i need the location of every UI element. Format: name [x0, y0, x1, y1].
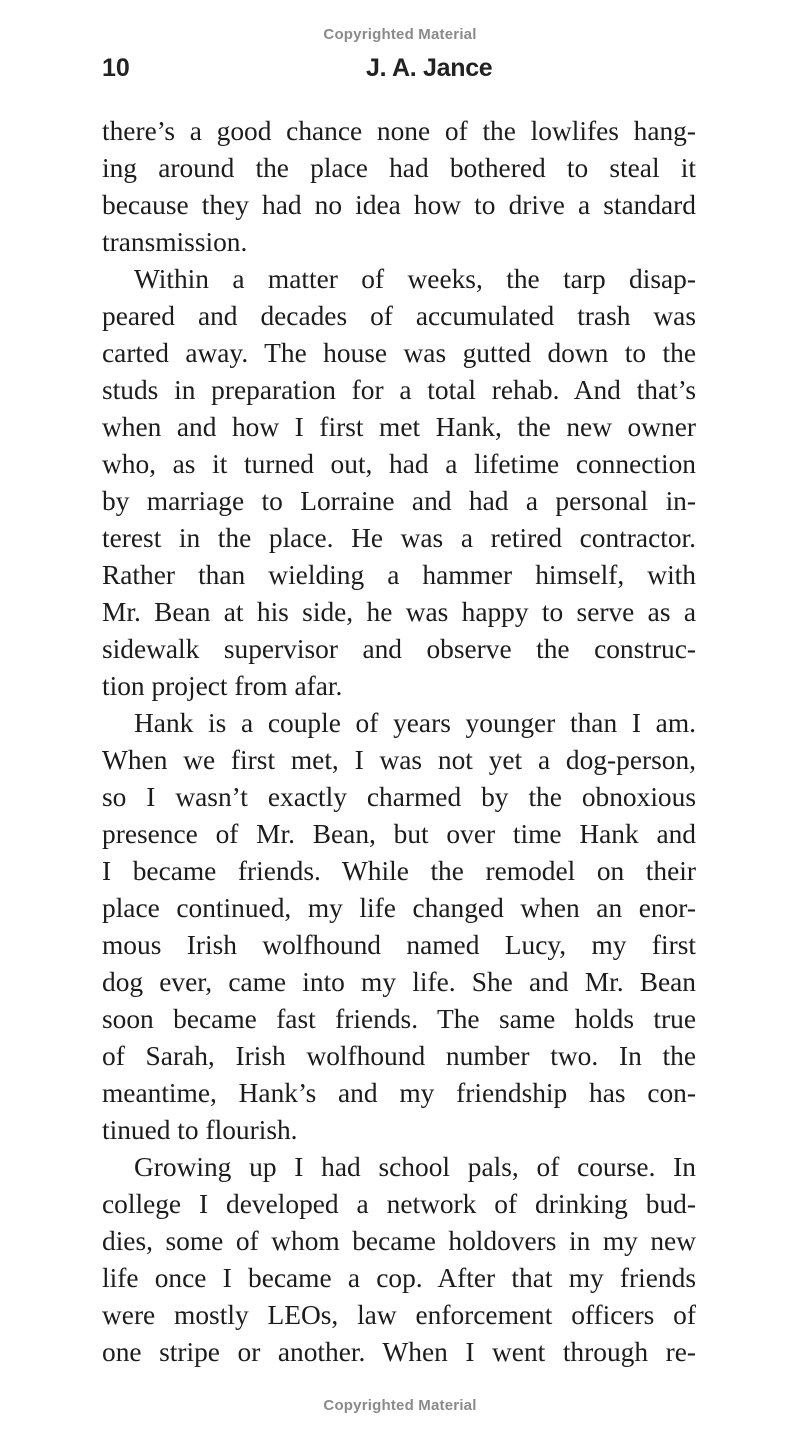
text-line: dies, some of whom became holdovers in my new [102, 1226, 696, 1256]
copyright-watermark-bottom: Copyrighted Material [323, 1397, 477, 1414]
text-line: life once I became a cop. After that my friends [102, 1263, 696, 1293]
text-line: When we first met, I was not yet a dog-person, [102, 745, 696, 775]
body-text [102, 113, 696, 1371]
text-line: meantime, Hank’s and my friendship has con- [102, 1078, 696, 1108]
text-line: there’s a good chance none of the lowlifes hang- [102, 116, 696, 146]
text-line: sidewalk supervisor and observe the construc- [102, 634, 696, 664]
author-name: J. A. Jance [366, 54, 493, 82]
text-line: tinued to flourish. [102, 1115, 298, 1145]
page-number: 10 [102, 54, 130, 82]
text-line: tion project from afar. [102, 671, 343, 701]
text-line: terest in the place. He was a retired contractor. [102, 523, 696, 553]
text-line: Within a matter of weeks, the tarp disap- [134, 264, 696, 294]
text-line: were mostly LEOs, law enforcement officers of [102, 1300, 696, 1330]
text-line: college I developed a network of drinking bud- [102, 1189, 696, 1219]
running-head [102, 54, 696, 88]
text-line: Growing up I had school pals, of course. In [134, 1152, 696, 1182]
text-line: presence of Mr. Bean, but over time Hank and [102, 819, 696, 849]
text-line: of Sarah, Irish wolfhound number two. In the [102, 1041, 696, 1071]
text-line: Mr. Bean at his side, he was happy to serve as a [102, 597, 696, 627]
text-line: by marriage to Lorraine and had a personal in- [102, 486, 696, 516]
text-line: ing around the place had bothered to steal it [102, 153, 696, 183]
text-line: who, as it turned out, had a lifetime connection [102, 449, 696, 479]
text-line: carted away. The house was gutted down to the [102, 338, 696, 368]
text-line: transmission. [102, 227, 248, 257]
text-line: because they had no idea how to drive a standard [102, 190, 696, 220]
text-line: Rather than wielding a hammer himself, with [102, 560, 696, 590]
text-line: studs in preparation for a total rehab. And that’s [102, 375, 696, 405]
copyright-watermark-top: Copyrighted Material [323, 26, 477, 43]
text-line: dog ever, came into my life. She and Mr. Bean [102, 967, 696, 997]
text-line: soon became fast friends. The same holds true [102, 1004, 696, 1034]
text-line: I became friends. While the remodel on their [102, 856, 696, 886]
text-line: one stripe or another. When I went through re- [102, 1337, 696, 1367]
text-line: when and how I first met Hank, the new owner [102, 412, 696, 442]
text-line: Hank is a couple of years younger than I am. [134, 708, 696, 738]
text-line: mous Irish wolfhound named Lucy, my first [102, 930, 696, 960]
text-line: place continued, my life changed when an enor- [102, 893, 696, 923]
text-line: peared and decades of accumulated trash was [102, 301, 696, 331]
text-line: so I wasn’t exactly charmed by the obnoxious [102, 782, 696, 812]
